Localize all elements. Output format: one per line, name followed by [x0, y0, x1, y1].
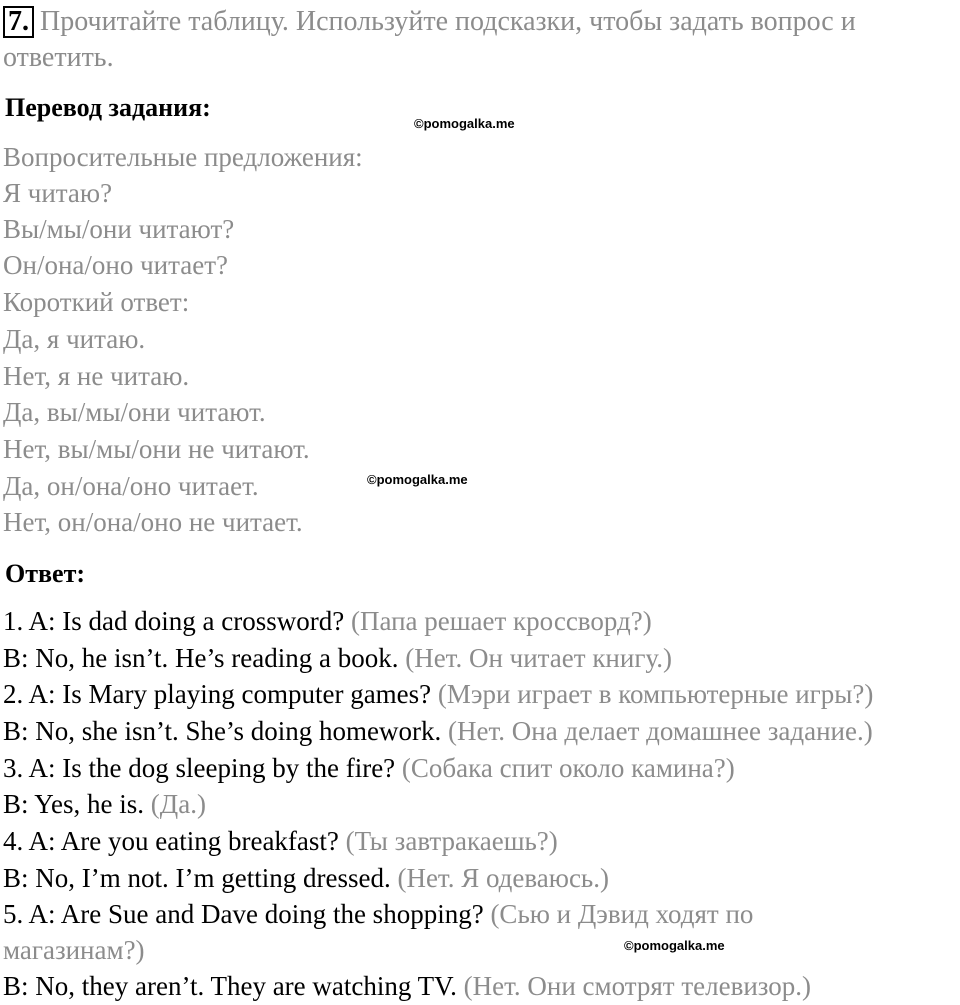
answer-line: B: No, he isn’t. He’s reading a book. (Нет. Он читает книгу.)	[3, 643, 672, 673]
translation-line: Вы/мы/они читают?	[3, 214, 235, 244]
translation-line: Да, вы/мы/они читают.	[3, 397, 266, 427]
watermark: ©pomogalka.me	[414, 116, 515, 131]
answer-heading: Ответ:	[5, 559, 86, 588]
translation-line: Нет, я не читаю.	[3, 361, 190, 391]
translation-line: Вопросительные предложения:	[3, 142, 363, 172]
task-statement-line1	[3, 4, 856, 40]
watermark: ©pomogalka.me	[624, 938, 725, 953]
translation-line: Нет, вы/мы/они не читают.	[3, 434, 310, 464]
task-number: 7.	[3, 6, 34, 38]
answer-line: B: No, she isn’t. She’s doing homework. (Нет. Она делает домашнее задание.)	[3, 716, 873, 746]
translation-line: Я читаю?	[3, 178, 113, 208]
translation-heading: Перевод задания:	[5, 93, 211, 122]
answer-line: 1. A: Is dad doing a crossword? (Папа решает кроссворд?)	[3, 606, 652, 636]
watermark: ©pomogalka.me	[367, 472, 468, 487]
answer-line: 5. A: Are Sue and Dave doing the shopping? (Сью и Дэвид ходят по	[3, 899, 754, 929]
answer-line: B: Yes, he is. (Да.)	[3, 789, 206, 819]
answer-line: 4. A: Are you eating breakfast? (Ты завтракаешь?)	[3, 826, 558, 856]
translation-line: Нет, он/она/оно не читает.	[3, 507, 303, 537]
translation-line: Да, я читаю.	[3, 324, 146, 354]
answer-line: 3. A: Is the dog sleeping by the fire? (Собака спит около камина?)	[3, 753, 735, 783]
translation-line: Да, он/она/оно читает.	[3, 471, 259, 501]
translation-line: Короткий ответ:	[3, 287, 190, 317]
answer-line: B: No, I’m not. I’m getting dressed. (Нет. Я одеваюсь.)	[3, 863, 609, 893]
answer-line: 2. A: Is Mary playing computer games? (Мэри играет в компьютерные игры?)	[3, 679, 874, 709]
answer-line: B: No, they aren’t. They are watching TV. (Нет. Они смотрят телевизор.)	[3, 971, 812, 1001]
translation-line: Он/она/оно читает?	[3, 250, 228, 280]
answer-line: магазинам?)	[3, 935, 145, 965]
task-statement-line2: ответить.	[3, 42, 114, 73]
task-text: Прочитайте таблицу. Используйте подсказки, чтобы задать вопрос и	[40, 6, 856, 37]
